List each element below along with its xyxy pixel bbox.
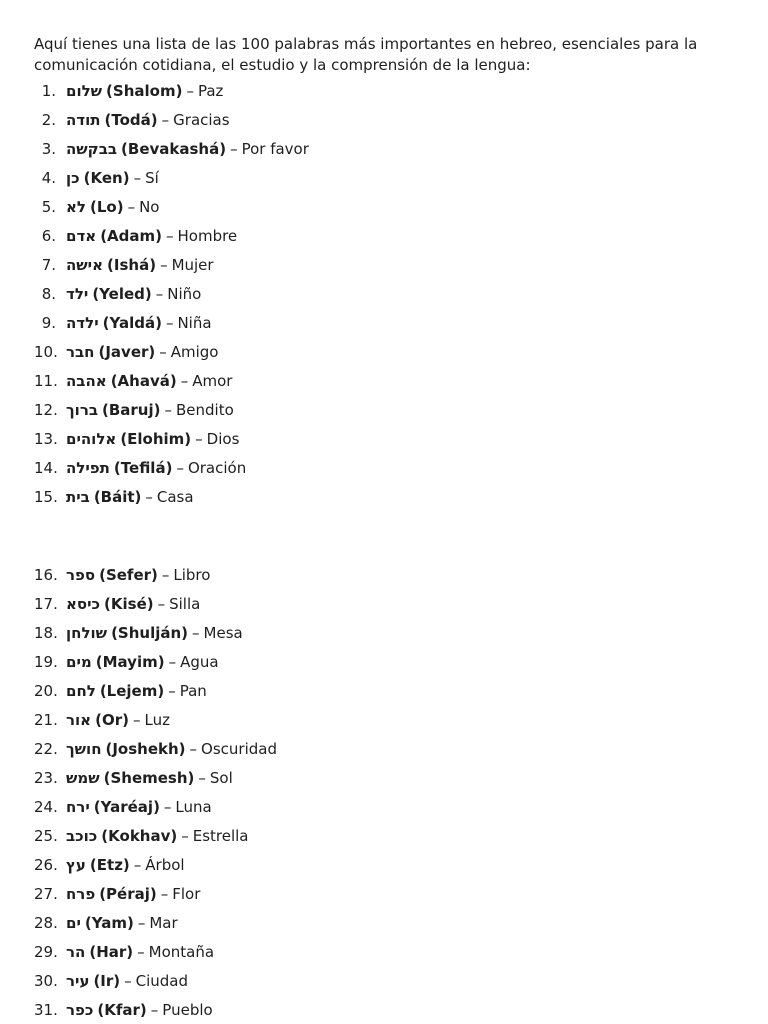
list-item-number: 12. [34,401,58,419]
list-item-number: 22. [34,740,58,758]
transliteration: (Sefer) [99,566,158,584]
list-item-number: 27. [34,885,58,903]
spanish-meaning: Gracias [173,111,230,129]
spanish-meaning: Amor [192,372,233,390]
list-item-number: 14. [34,459,58,477]
intro-paragraph: Aquí tienes una lista de las 100 palabras más importantes en hebreo, esenciales para la comunicación cotidiana, el estudio y la comprensión de la lengua: [34,35,698,74]
word-list-item [34,367,734,396]
spanish-meaning: No [139,198,160,216]
transliteration: (Yaldá) [102,314,162,332]
transliteration: (Lo) [90,198,124,216]
spanish-meaning: Dios [206,430,240,448]
list-item-number: 8. [41,285,56,303]
dash-separator: – [186,82,194,100]
word-list-item [34,106,734,135]
transliteration: (Ir) [93,972,121,990]
word-list-item [34,619,734,648]
hebrew-word: אישה [66,256,104,274]
list-item-number: 30. [34,972,58,990]
word-list-part-2 [34,561,734,1024]
list-item-number: 5. [41,198,56,216]
spanish-meaning: Silla [169,595,201,613]
word-list-item [34,396,734,425]
transliteration: (Báit) [93,488,142,506]
word-list-item [34,193,734,222]
transliteration: (Ahavá) [110,372,177,390]
word-list-item [34,251,734,280]
dash-separator: – [168,653,177,671]
dash-separator: – [189,740,198,758]
dash-separator: – [133,856,142,874]
dash-separator: – [165,314,174,332]
list-item-number: 10. [34,343,58,361]
spanish-meaning: Oración [187,459,247,477]
spanish-meaning: Luz [144,711,170,729]
hebrew-word: ים [66,914,81,932]
hebrew-word: שולחן [66,624,108,642]
hebrew-word: ילד [66,285,89,303]
word-list-item [34,764,734,793]
spanish-meaning: Montaña [148,943,215,961]
dash-separator: – [157,595,166,613]
word-list-item [34,483,734,512]
word-list-item [34,164,734,193]
dash-separator: – [145,488,153,506]
dash-separator: – [168,682,176,700]
hebrew-word: כיסא [66,595,101,613]
spanish-meaning: Hombre [177,227,238,245]
spanish-meaning: Por favor [241,140,309,158]
list-item-number: 13. [34,430,58,448]
spanish-meaning: Pueblo [162,1001,213,1019]
word-list-item [34,454,734,483]
hebrew-word: כפר [66,1001,94,1019]
transliteration: (Baruj) [102,401,161,419]
hebrew-word: לא [66,198,86,216]
dash-separator: – [127,198,136,216]
word-list-item [34,280,734,309]
spanish-meaning: Casa [156,488,194,506]
word-list-item [34,793,734,822]
dash-separator: – [124,972,132,990]
transliteration: (Kisé) [104,595,154,613]
transliteration: (Kfar) [97,1001,147,1019]
spanish-meaning: Oscuridad [201,740,277,758]
hebrew-word: פרח [66,885,96,903]
hebrew-word: אור [66,711,92,729]
spanish-meaning: Árbol [145,856,185,874]
dash-separator: – [132,711,141,729]
dash-separator: – [166,227,174,245]
word-list-part-1 [34,77,734,512]
document-body [34,34,734,1024]
spanish-meaning: Agua [180,653,219,671]
dash-separator: – [180,372,189,390]
list-item-number: 7. [41,256,56,274]
list-item-number: 1. [41,82,56,100]
list-item-number: 16. [34,566,58,584]
spanish-meaning: Estrella [192,827,249,845]
transliteration: (Elohim) [120,430,192,448]
word-list-item [34,338,734,367]
dash-separator: – [195,430,203,448]
list-item-number: 19. [34,653,58,671]
transliteration: (Ken) [83,169,130,187]
word-list-item [34,967,734,996]
hebrew-word: מים [66,653,92,671]
hebrew-word: בבקשה [66,140,118,158]
dash-separator: – [155,285,164,303]
word-list-item [34,222,734,251]
transliteration: (Kokhav) [101,827,178,845]
dash-separator: – [230,140,238,158]
list-item-number: 25. [34,827,58,845]
dash-separator: – [198,769,206,787]
list-item-number: 2. [41,111,56,129]
word-list-item [34,77,734,106]
list-item-number: 6. [41,227,56,245]
word-list-item [34,880,734,909]
list-item-number: 3. [41,140,56,158]
word-list-item [34,822,734,851]
dash-separator: – [160,885,169,903]
word-list-item [34,425,734,454]
dash-separator: – [150,1001,159,1019]
spanish-meaning: Sol [209,769,233,787]
hebrew-word: חבר [66,343,95,361]
dash-separator: – [137,943,145,961]
spanish-meaning: Ciudad [135,972,189,990]
spanish-meaning: Mesa [203,624,243,642]
list-item-number: 28. [34,914,58,932]
list-item-number: 17. [34,595,58,613]
list-item-number: 31. [34,1001,58,1019]
dash-separator: – [137,914,146,932]
spanish-meaning: Libro [173,566,211,584]
dash-separator: – [161,566,170,584]
hebrew-word: כוכב [66,827,98,845]
list-item-number: 15. [34,488,58,506]
transliteration: (Shemesh) [103,769,195,787]
spanish-meaning: Mujer [171,256,214,274]
hebrew-word: הר [66,943,86,961]
list-item-number: 18. [34,624,58,642]
hebrew-word: תודה [66,111,101,129]
dash-separator: – [159,343,167,361]
hebrew-word: אהבה [66,372,107,390]
word-list-item [34,851,734,880]
transliteration: (Javer) [98,343,156,361]
spanish-meaning: Mar [149,914,178,932]
transliteration: (Todá) [104,111,158,129]
list-item-number: 24. [34,798,58,816]
transliteration: (Joshekh) [105,740,186,758]
hebrew-word: בית [66,488,90,506]
dash-separator: – [176,459,184,477]
transliteration: (Yam) [84,914,134,932]
transliteration: (Yeled) [92,285,152,303]
transliteration: (Tefilá) [113,459,173,477]
spanish-meaning: Bendito [175,401,234,419]
dash-separator: – [161,111,170,129]
transliteration: (Or) [95,711,129,729]
word-list-item [34,909,734,938]
word-list-item [34,309,734,338]
hebrew-word: אלוהים [66,430,117,448]
word-list-item [34,938,734,967]
transliteration: (Etz) [89,856,130,874]
dash-separator: – [164,401,172,419]
hebrew-word: שמש [66,769,100,787]
dash-separator: – [163,798,172,816]
word-list-item [34,735,734,764]
dash-separator: – [181,827,189,845]
dash-separator: – [160,256,168,274]
transliteration: (Shalom) [106,82,183,100]
spanish-meaning: Amigo [170,343,219,361]
list-item-number: 11. [34,372,58,390]
word-list-item [34,996,734,1024]
transliteration: (Ishá) [107,256,157,274]
list-item-number: 20. [34,682,58,700]
hebrew-word: ילדה [66,314,99,332]
spanish-meaning: Sí [145,169,159,187]
word-list-item [34,135,734,164]
spanish-meaning: Niño [167,285,202,303]
hebrew-word: תפילה [66,459,110,477]
spanish-meaning: Niña [177,314,212,332]
word-list-item [34,677,734,706]
word-list-item [34,590,734,619]
hebrew-word: ברוך [66,401,98,419]
word-list-item [34,706,734,735]
dash-separator: – [192,624,200,642]
spanish-meaning: Flor [172,885,201,903]
hebrew-word: עיר [66,972,90,990]
transliteration: (Lejem) [99,682,165,700]
dash-separator: – [133,169,142,187]
list-item-number: 21. [34,711,58,729]
transliteration: (Bevakashá) [121,140,227,158]
spanish-meaning: Pan [179,682,207,700]
list-item-number: 23. [34,769,58,787]
hebrew-word: שלום [66,82,103,100]
hebrew-word: ירח [66,798,90,816]
transliteration: (Yaréaj) [93,798,160,816]
hebrew-word: לחם [66,682,96,700]
transliteration: (Har) [89,943,134,961]
list-item-number: 26. [34,856,58,874]
list-item-number: 9. [41,314,56,332]
word-list-item [34,561,734,590]
hebrew-word: עץ [66,856,86,874]
transliteration: (Adam) [100,227,162,245]
spanish-meaning: Luna [175,798,212,816]
hebrew-word: חושך [66,740,102,758]
spanish-meaning: Paz [197,82,224,100]
transliteration: (Shulján) [111,624,189,642]
transliteration: (Mayim) [95,653,165,671]
word-list-item [34,648,734,677]
list-item-number: 4. [41,169,56,187]
hebrew-word: כן [66,169,80,187]
hebrew-word: אדם [66,227,97,245]
hebrew-word: ספר [66,566,96,584]
list-item-number: 29. [34,943,58,961]
transliteration: (Péraj) [99,885,157,903]
